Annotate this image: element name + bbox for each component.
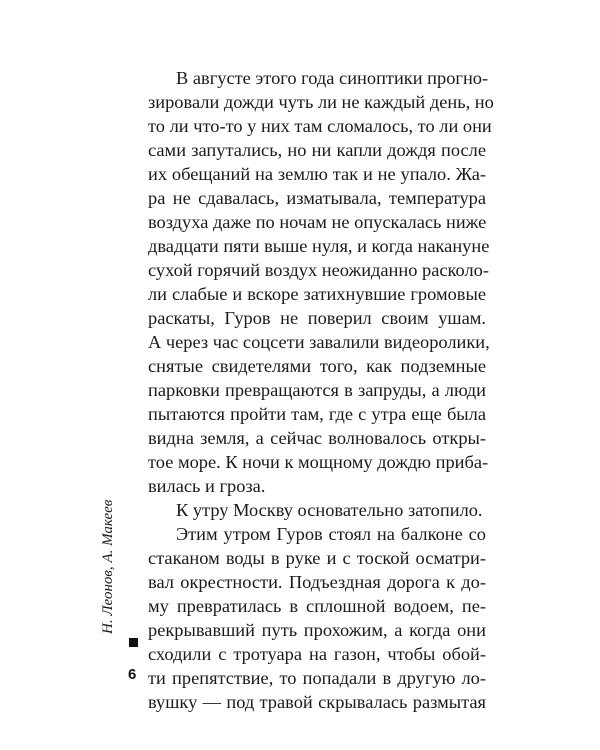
- text-line: му превратилась в сплошной водоем, пе-: [148, 596, 486, 616]
- text-line: двадцати пяти выше нуля, и когда накануне: [148, 236, 490, 256]
- text-line: В августе этого года синоптики прогно-: [176, 68, 489, 88]
- page-number: 6: [128, 666, 137, 683]
- text-line: сходили с тротуара на газон, чтобы обой-: [148, 644, 486, 664]
- text-line: ти препятствие, то попадали в другую ло-: [148, 668, 486, 688]
- text-line: К утру Москву основательно затопило.: [176, 500, 483, 520]
- text-line: рекрывавший путь прохожим, а когда они: [148, 620, 486, 640]
- text-line: то ли что-то у них там сломалось, то ли они: [148, 116, 492, 136]
- text-line: сухой горячий воздух неожиданно расколо-: [148, 260, 489, 280]
- text-line: ли слабые и вскоре затихнувшие громовые: [148, 284, 486, 304]
- text-line: вилась и гроза.: [148, 476, 266, 496]
- running-head-authors: Н. Леонов, А. Макеев: [100, 499, 116, 634]
- text-line: А через час соцсети завалили видеоролики,: [148, 332, 490, 352]
- text-line: стаканом воды в руке и с тоской осматри-: [148, 548, 486, 568]
- text-line: тое море. К ночи к мощному дождю приба-: [148, 452, 489, 472]
- text-line: ра не сдавалась, изматывала, температура: [148, 188, 486, 208]
- text-line: пытаются пройти там, где с утра еще была: [148, 404, 486, 424]
- text-line: воздуха даже по ночам не опускалась ниже: [148, 212, 487, 232]
- body-text: [148, 66, 494, 714]
- text-line: парковки превращаются в запруды, а люди: [148, 380, 486, 400]
- text-line: сами запутались, но ни капли дождя после: [148, 140, 486, 160]
- page-marker-square: [129, 638, 138, 647]
- text-line: вушку — под травой скрывалась размытая: [148, 692, 486, 712]
- text-line: видна земля, а сейчас волновалось откры-: [148, 428, 486, 448]
- text-line: их обещаний на землю так и не упало. Жа-: [148, 164, 486, 184]
- text-line: раскаты, Гуров не поверил своим ушам.: [148, 308, 486, 328]
- text-line: снятые свидетелями того, как подземные: [148, 356, 486, 376]
- text-line: зировали дожди чуть ли не каждый день, но: [148, 92, 494, 112]
- text-line: Этим утром Гуров стоял на балконе со: [176, 524, 486, 544]
- text-line: вал окрестности. Подъездная дорога к до-: [148, 572, 486, 592]
